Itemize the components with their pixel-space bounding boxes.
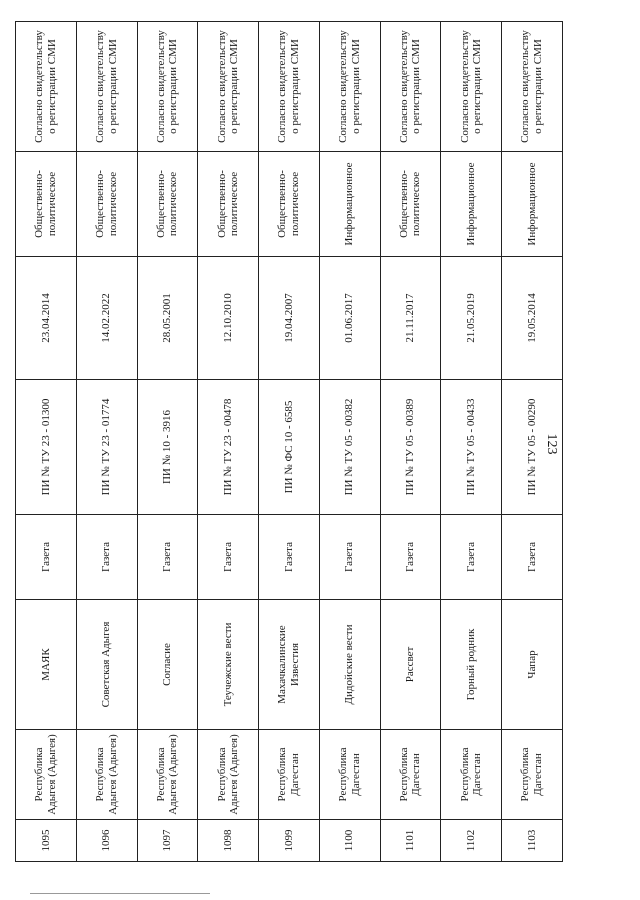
- registry-table-body: [16, 22, 563, 862]
- note-cell: Согласно свидетельству о регистрации СМИ: [319, 22, 380, 152]
- row-number: 1103: [502, 820, 563, 862]
- region-cell: Республика Дагестан: [441, 730, 502, 820]
- note-cell: Согласно свидетельству о регистрации СМИ: [441, 22, 502, 152]
- date-cell: 21.11.2017: [380, 257, 441, 380]
- theme-cell: Общественно-политическое: [16, 152, 77, 257]
- registry-table: [15, 21, 563, 862]
- media-type-cell: Газета: [259, 515, 320, 600]
- table-row: [198, 22, 259, 862]
- region-cell: Республика Адыгея (Адыгея): [137, 730, 198, 820]
- media-name-cell: Чапар: [502, 600, 563, 730]
- page-number: 123: [544, 433, 559, 455]
- media-type-cell: Газета: [441, 515, 502, 600]
- note-cell: Согласно свидетельству о регистрации СМИ: [380, 22, 441, 152]
- license-cell: ПИ № ТУ 05 - 00389: [380, 380, 441, 515]
- region-cell: Республика Адыгея (Адыгея): [16, 730, 77, 820]
- note-cell: Согласно свидетельству о регистрации СМИ: [502, 22, 563, 152]
- theme-cell: Общественно-политическое: [259, 152, 320, 257]
- region-cell: Республика Дагестан: [259, 730, 320, 820]
- region-cell: Республика Адыгея (Адыгея): [76, 730, 137, 820]
- media-type-cell: Газета: [319, 515, 380, 600]
- media-type-cell: Газета: [502, 515, 563, 600]
- date-cell: 12.10.2010: [198, 257, 259, 380]
- license-cell: ПИ № ТУ 05 - 00290: [502, 380, 563, 515]
- row-number: 1100: [319, 820, 380, 862]
- table-row: [137, 22, 198, 862]
- media-type-cell: Газета: [380, 515, 441, 600]
- media-type-cell: Газета: [76, 515, 137, 600]
- row-number: 1095: [16, 820, 77, 862]
- date-cell: 19.04.2007: [259, 257, 320, 380]
- row-number: 1096: [76, 820, 137, 862]
- date-cell: 23.04.2014: [16, 257, 77, 380]
- license-cell: ПИ № 10 - 3916: [137, 380, 198, 515]
- date-cell: 19.05.2014: [502, 257, 563, 380]
- note-cell: Согласно свидетельству о регистрации СМИ: [137, 22, 198, 152]
- theme-cell: Информационное: [319, 152, 380, 257]
- note-cell: Согласно свидетельству о регистрации СМИ: [198, 22, 259, 152]
- region-cell: Республика Дагестан: [380, 730, 441, 820]
- media-name-cell: Дидойские вести: [319, 600, 380, 730]
- row-number: 1102: [441, 820, 502, 862]
- table-row: [259, 22, 320, 862]
- region-cell: Республика Адыгея (Адыгея): [198, 730, 259, 820]
- media-name-cell: МАЯК: [16, 600, 77, 730]
- license-cell: ПИ № ТУ 05 - 00433: [441, 380, 502, 515]
- note-cell: Согласно свидетельству о регистрации СМИ: [16, 22, 77, 152]
- row-number: 1101: [380, 820, 441, 862]
- date-cell: 28.05.2001: [137, 257, 198, 380]
- theme-cell: Информационное: [441, 152, 502, 257]
- row-number: 1097: [137, 820, 198, 862]
- license-cell: ПИ № ТУ 23 - 01774: [76, 380, 137, 515]
- theme-cell: Общественно-политическое: [380, 152, 441, 257]
- rotated-table-wrapper: [15, 22, 563, 862]
- table-row: [380, 22, 441, 862]
- table-row: [319, 22, 380, 862]
- license-cell: ПИ № ТУ 23 - 00478: [198, 380, 259, 515]
- media-name-cell: Рассвет: [380, 600, 441, 730]
- license-cell: ПИ № ТУ 23 - 01300: [16, 380, 77, 515]
- date-cell: 01.06.2017: [319, 257, 380, 380]
- media-name-cell: Махачкалинские Известия: [259, 600, 320, 730]
- table-row: [441, 22, 502, 862]
- table-row: [502, 22, 563, 862]
- media-name-cell: Согласие: [137, 600, 198, 730]
- media-name-cell: Теучежские вести: [198, 600, 259, 730]
- date-cell: 14.02.2022: [76, 257, 137, 380]
- media-name-cell: Горный родник: [441, 600, 502, 730]
- note-cell: Согласно свидетельству о регистрации СМИ: [259, 22, 320, 152]
- license-cell: ПИ № ТУ 05 - 00382: [319, 380, 380, 515]
- theme-cell: Информационное: [502, 152, 563, 257]
- media-type-cell: Газета: [137, 515, 198, 600]
- table-row: [76, 22, 137, 862]
- media-name-cell: Советская Адыгея: [76, 600, 137, 730]
- theme-cell: Общественно-политическое: [137, 152, 198, 257]
- theme-cell: Общественно-политическое: [76, 152, 137, 257]
- note-cell: Согласно свидетельству о регистрации СМИ: [76, 22, 137, 152]
- row-number: 1099: [259, 820, 320, 862]
- region-cell: Республика Дагестан: [502, 730, 563, 820]
- media-type-cell: Газета: [16, 515, 77, 600]
- theme-cell: Общественно-политическое: [198, 152, 259, 257]
- table-row: [16, 22, 77, 862]
- media-type-cell: Газета: [198, 515, 259, 600]
- region-cell: Республика Дагестан: [319, 730, 380, 820]
- date-cell: 21.05.2019: [441, 257, 502, 380]
- scan-edge-line: [30, 893, 210, 894]
- row-number: 1098: [198, 820, 259, 862]
- license-cell: ПИ № ФС 10 - 6585: [259, 380, 320, 515]
